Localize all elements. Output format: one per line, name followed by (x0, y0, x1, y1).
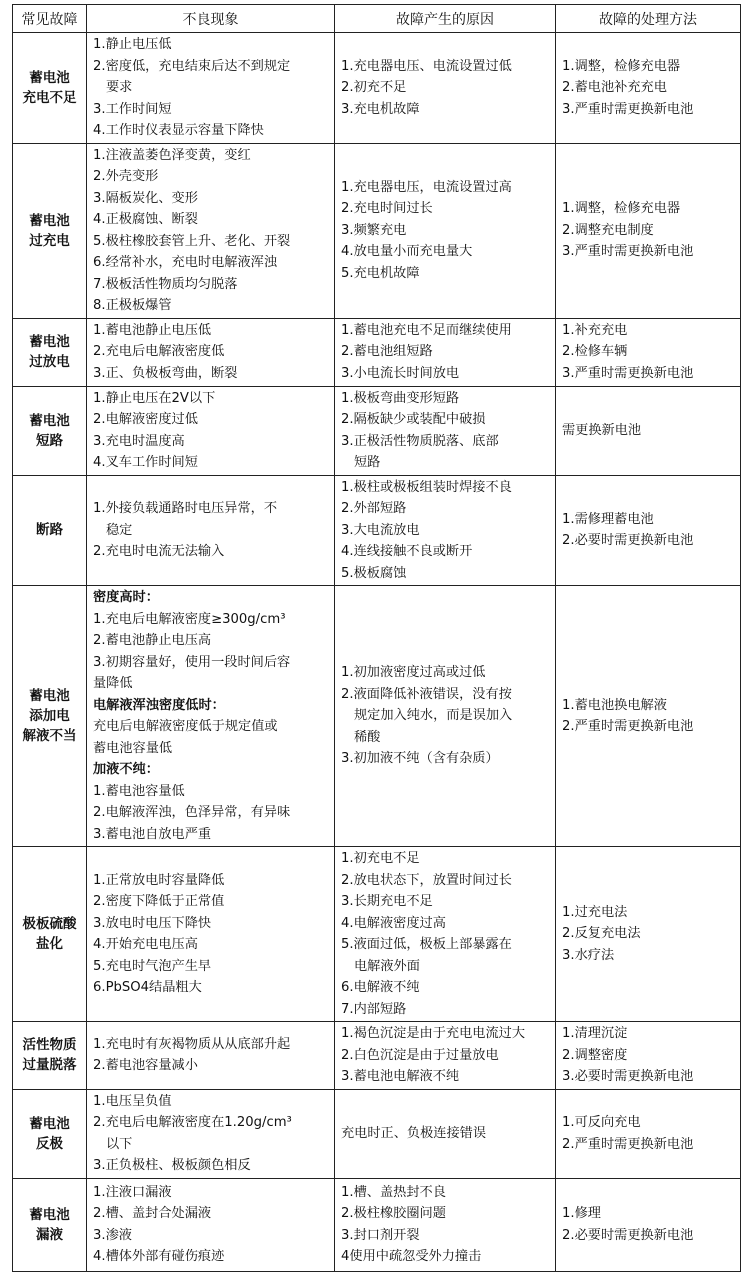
fault-name-line: 蓄电池 (29, 412, 70, 429)
symptom-line: 8.正极板爆管 (93, 298, 172, 313)
cause-line: 3.充电机故障 (341, 101, 420, 117)
fault-name-cell (13, 1178, 87, 1271)
cause-line: 5.极板腐蚀 (341, 565, 407, 581)
solutions-cell (556, 1178, 741, 1271)
table-row (13, 1089, 741, 1178)
solutions-cell (556, 1089, 741, 1178)
symptom-line: 5.充电时气泡产生早 (93, 958, 212, 974)
symptom-line: 2.电解液浑浊，色泽异常，有异味 (93, 805, 291, 820)
cause-line: 2.白色沉淀是由于过量放电 (341, 1047, 499, 1063)
table-row (13, 1022, 741, 1090)
cause-line: 2.放电状态下，放置时间过长 (341, 872, 512, 888)
cause-line: 1.极柱或极板组装时焊接不良 (341, 479, 512, 495)
solution-line: 2.严重时需更换新电池 (562, 719, 694, 734)
cause-line: 1.蓄电池充电不足而继续使用 (341, 322, 512, 338)
table-row (13, 586, 741, 847)
symptom-line: 2.充电后电解液密度在1.20g/cm³ (93, 1115, 292, 1130)
fault-name-cell (13, 1022, 87, 1090)
fault-name-line: 解液不当 (22, 728, 77, 744)
solutions-cell (556, 586, 741, 847)
cause-line: 1.槽、盖热封不良 (341, 1184, 446, 1200)
symptom-line: 以下 (106, 1136, 133, 1152)
cause-line: 2.外部短路 (341, 501, 407, 516)
symptom-line: 3.隔板炭化、变形 (93, 190, 198, 206)
symptom-line: 4.槽体外部有碰伤痕迹 (93, 1249, 225, 1264)
solution-line: 3.必要时需更换新电池 (562, 1069, 694, 1084)
fault-name-cell (13, 386, 87, 475)
symptom-line: 2.电解液密度过低 (93, 412, 198, 427)
symptom-line: 3.正、负极板弯曲，断裂 (93, 365, 238, 381)
solutions-cell (556, 1022, 741, 1090)
fault-name-cell (13, 475, 87, 586)
fault-name-line: 添加电 (29, 708, 70, 724)
symptoms-cell (87, 33, 335, 144)
symptom-line: 7.极板活性物质均匀脱落 (93, 276, 238, 292)
symptom-line: 6.经常补水，充电时电解液浑浊 (93, 255, 278, 270)
table-row (13, 143, 741, 318)
symptom-line: 2.充电后电解液密度低 (93, 344, 225, 360)
symptoms-cell (87, 847, 335, 1022)
fault-name-line: 过充电 (29, 232, 70, 249)
solutions-cell (556, 847, 741, 1022)
symptom-line: 2.蓄电池静止电压高 (93, 633, 212, 648)
fault-name-cell (13, 1089, 87, 1178)
solution-line: 1.清理沉淀 (562, 1026, 628, 1041)
fault-name-cell (13, 33, 87, 144)
symptom-line: 加液不纯： (93, 762, 159, 777)
cause-line: 4.连线接触不良或断开 (341, 544, 473, 559)
fault-name-cell (13, 847, 87, 1022)
symptom-line: 要求 (106, 80, 133, 95)
header-row (13, 5, 741, 33)
table-row (13, 1178, 741, 1271)
cause-line: 3.长期充电不足 (341, 894, 433, 909)
cause-line: 2.极柱橡胶圈问题 (341, 1206, 446, 1221)
solutions-cell (556, 33, 741, 144)
fault-name-line: 充电不足 (22, 89, 77, 106)
table-row (13, 318, 741, 386)
table-row (13, 847, 741, 1022)
symptom-line: 1.外接负载通路时电压异常，不 (93, 501, 278, 516)
solution-line: 1.需修理蓄电池 (562, 511, 654, 527)
cause-line: 稀酸 (354, 729, 381, 745)
fault-name-line: 蓄电池 (29, 69, 70, 86)
symptom-line: 3.渗液 (93, 1227, 132, 1243)
symptom-line: 4.工作时仪表显示容量下降快 (93, 123, 264, 138)
fault-name-line: 漏液 (36, 1226, 63, 1243)
causes-cell (335, 318, 556, 386)
cause-line: 4.电解液密度过高 (341, 915, 446, 931)
solution-line: 1.过充电法 (562, 904, 628, 920)
cause-line: 2.隔板缺少或装配中破损 (341, 412, 486, 427)
fault-name-line: 过量脱落 (22, 1057, 77, 1074)
battery-fault-table (12, 4, 741, 1272)
symptoms-cell (87, 318, 335, 386)
symptom-line: 稳定 (106, 522, 133, 538)
cause-line: 3.频繁充电 (341, 222, 407, 238)
causes-cell (335, 1022, 556, 1090)
symptom-line: 5.极柱橡胶套管上升、老化、开裂 (93, 233, 291, 249)
causes-cell (335, 847, 556, 1022)
cause-line: 3.蓄电池电解液不纯 (341, 1069, 460, 1084)
solutions-cell (556, 475, 741, 586)
header-causes: 故障产生的原因 (335, 5, 556, 33)
cause-line: 4.放电量小而充电量大 (341, 244, 473, 260)
cause-line: 4使用中疏忽受外力撞击 (341, 1249, 482, 1264)
fault-name-line: 蓄电池 (29, 212, 70, 229)
fault-name-line: 蓄电池 (29, 334, 70, 350)
solution-line: 2.检修车辆 (562, 344, 628, 360)
solution-line: 3.水疗法 (562, 947, 615, 963)
header-solutions: 故障的处理方法 (556, 5, 741, 33)
cause-line: 1.初充电不足 (341, 851, 420, 866)
causes-cell (335, 475, 556, 586)
symptom-line: 3.放电时电压下降快 (93, 915, 212, 931)
symptom-line: 2.充电时电流无法输入 (93, 544, 225, 559)
symptom-line: 充电后电解液密度低于规定值或 (93, 719, 278, 734)
symptom-line: 2.槽、盖封合处漏液 (93, 1206, 212, 1221)
symptom-line: 2.蓄电池容量减小 (93, 1058, 198, 1074)
cause-line: 2.液面降低补液错误，没有按 (341, 686, 512, 702)
cause-line: 3.大电流放电 (341, 522, 420, 538)
cause-line: 电解液外面 (354, 958, 420, 974)
symptoms-cell (87, 386, 335, 475)
cause-line: 1.极板弯曲变形短路 (341, 390, 460, 406)
symptom-line: 3.初期容量好，使用一段时间后容 (93, 654, 291, 670)
cause-line: 2.充电时间过长 (341, 201, 433, 217)
fault-name-cell (13, 586, 87, 847)
solutions-cell (556, 318, 741, 386)
symptoms-cell (87, 143, 335, 318)
causes-cell (335, 586, 556, 847)
solution-line: 1.调整，检修充电器 (562, 58, 681, 74)
fault-table-container (12, 4, 740, 1272)
solution-line: 3.严重时需更换新电池 (562, 101, 694, 117)
cause-line: 6.电解液不纯 (341, 980, 420, 995)
solution-line: 2.严重时需更换新电池 (562, 1136, 694, 1152)
cause-line: 2.初充不足 (341, 80, 407, 95)
symptom-line: 6.PbSO4结晶粗大 (93, 980, 202, 995)
symptom-line: 1.静止电压低 (93, 37, 172, 52)
solution-line: 2.必要时需更换新电池 (562, 533, 694, 549)
symptom-line: 3.工作时间短 (93, 101, 172, 117)
fault-name-line: 蓄电池 (29, 1206, 70, 1223)
solution-line: 1.补充充电 (562, 322, 628, 338)
solutions-cell (556, 386, 741, 475)
table-row (13, 386, 741, 475)
symptoms-cell (87, 475, 335, 586)
cause-line: 3.封口剂开裂 (341, 1227, 420, 1243)
symptom-line: 3.充电时温度高 (93, 433, 185, 449)
symptom-line: 1.静止电压在2V以下 (93, 390, 216, 406)
solution-line: 2.反复充电法 (562, 926, 641, 942)
symptom-line: 3.正负极柱、极板颜色相反 (93, 1158, 251, 1173)
solution-line: 1.修理 (562, 1206, 601, 1221)
cause-line: 3.初加液不纯（含有杂质） (341, 751, 499, 767)
solution-line: 2.蓄电池补充充电 (562, 80, 667, 95)
solution-line: 3.严重时需更换新电池 (562, 244, 694, 260)
solution-line: 1.可反向充电 (562, 1115, 641, 1130)
symptoms-cell (87, 1089, 335, 1178)
fault-name-line: 蓄电池 (29, 1115, 70, 1132)
symptoms-cell (87, 586, 335, 847)
symptom-line: 4.叉车工作时间短 (93, 455, 198, 470)
fault-name-line: 过放电 (29, 354, 70, 370)
symptom-line: 1.电压呈负值 (93, 1093, 172, 1109)
header-symptoms: 不良现象 (87, 5, 335, 33)
fault-name-line: 极板硫酸 (22, 916, 77, 932)
symptoms-cell (87, 1022, 335, 1090)
header-fault: 常见故障 (13, 5, 87, 33)
solutions-cell (556, 143, 741, 318)
cause-line: 2.蓄电池组短路 (341, 344, 433, 360)
fault-name-cell (13, 318, 87, 386)
solution-line: 2.调整密度 (562, 1047, 628, 1063)
symptom-line: 电解液浑浊密度低时： (93, 697, 225, 713)
symptom-line: 2.外壳变形 (93, 169, 159, 184)
cause-line: 短路 (354, 455, 381, 470)
symptoms-cell (87, 1178, 335, 1271)
fault-name-line: 盐化 (36, 936, 63, 952)
cause-line: 1.褐色沉淀是由于充电电流过大 (341, 1026, 526, 1041)
cause-line: 7.内部短路 (341, 1001, 407, 1017)
solution-line: 3.严重时需更换新电池 (562, 365, 694, 381)
symptom-line: 4.开始充电电压高 (93, 937, 198, 952)
cause-line: 1.充电器电压，电流设置过高 (341, 179, 512, 195)
fault-name-line: 活性物质 (22, 1037, 77, 1054)
causes-cell (335, 33, 556, 144)
symptom-line: 1.蓄电池容量低 (93, 783, 185, 799)
cause-line: 3.正极活性物质脱落、底部 (341, 433, 499, 449)
symptom-line: 1.充电后电解液密度≥300g/cm³ (93, 611, 286, 627)
symptom-line: 量降低 (93, 676, 133, 691)
symptom-line: 1.注液盖萎色泽变黄，变红 (93, 147, 251, 163)
cause-line: 5.液面过低，极板上部暴露在 (341, 937, 512, 952)
symptom-line: 蓄电池容量低 (93, 740, 173, 756)
causes-cell (335, 386, 556, 475)
symptom-line: 密度高时： (93, 590, 159, 605)
cause-line: 3.小电流长时间放电 (341, 365, 460, 381)
fault-name-line: 短路 (36, 432, 63, 449)
fault-name-line: 蓄电池 (29, 688, 70, 704)
fault-name-cell (13, 143, 87, 318)
cause-line: 1.充电器电压、电流设置过低 (341, 58, 512, 74)
solution-line: 1.调整，检修充电器 (562, 201, 681, 217)
symptom-line: 1.正常放电时容量降低 (93, 872, 225, 888)
table-row (13, 33, 741, 144)
causes-cell (335, 143, 556, 318)
fault-name-line: 断路 (36, 522, 63, 539)
cause-line: 1.初加液密度过高或过低 (341, 665, 486, 681)
cause-line: 充电时正、负极连接错误 (341, 1125, 487, 1141)
cause-line: 规定加入纯水，而是误加入 (354, 708, 513, 724)
symptom-line: 2.密度下降低于正常值 (93, 894, 225, 909)
fault-name-line: 反极 (36, 1135, 63, 1152)
solution-line: 2.必要时需更换新电池 (562, 1227, 694, 1243)
causes-cell (335, 1178, 556, 1271)
symptom-line: 3.蓄电池自放电严重 (93, 826, 212, 842)
symptom-line: 1.充电时有灰褐物质从从底部升起 (93, 1036, 291, 1052)
symptom-line: 1.注液口漏液 (93, 1184, 172, 1200)
solution-line: 1.蓄电池换电解液 (562, 697, 667, 713)
table-row (13, 475, 741, 586)
solution-line: 2.调整充电制度 (562, 222, 654, 238)
cause-line: 5.充电机故障 (341, 265, 420, 281)
solution-line: 需更换新电池 (562, 422, 642, 438)
causes-cell (335, 1089, 556, 1178)
symptom-line: 1.蓄电池静止电压低 (93, 322, 212, 338)
symptom-line: 2.密度低，充电结束后达不到规定 (93, 58, 291, 74)
symptom-line: 4.正极腐蚀、断裂 (93, 212, 198, 227)
